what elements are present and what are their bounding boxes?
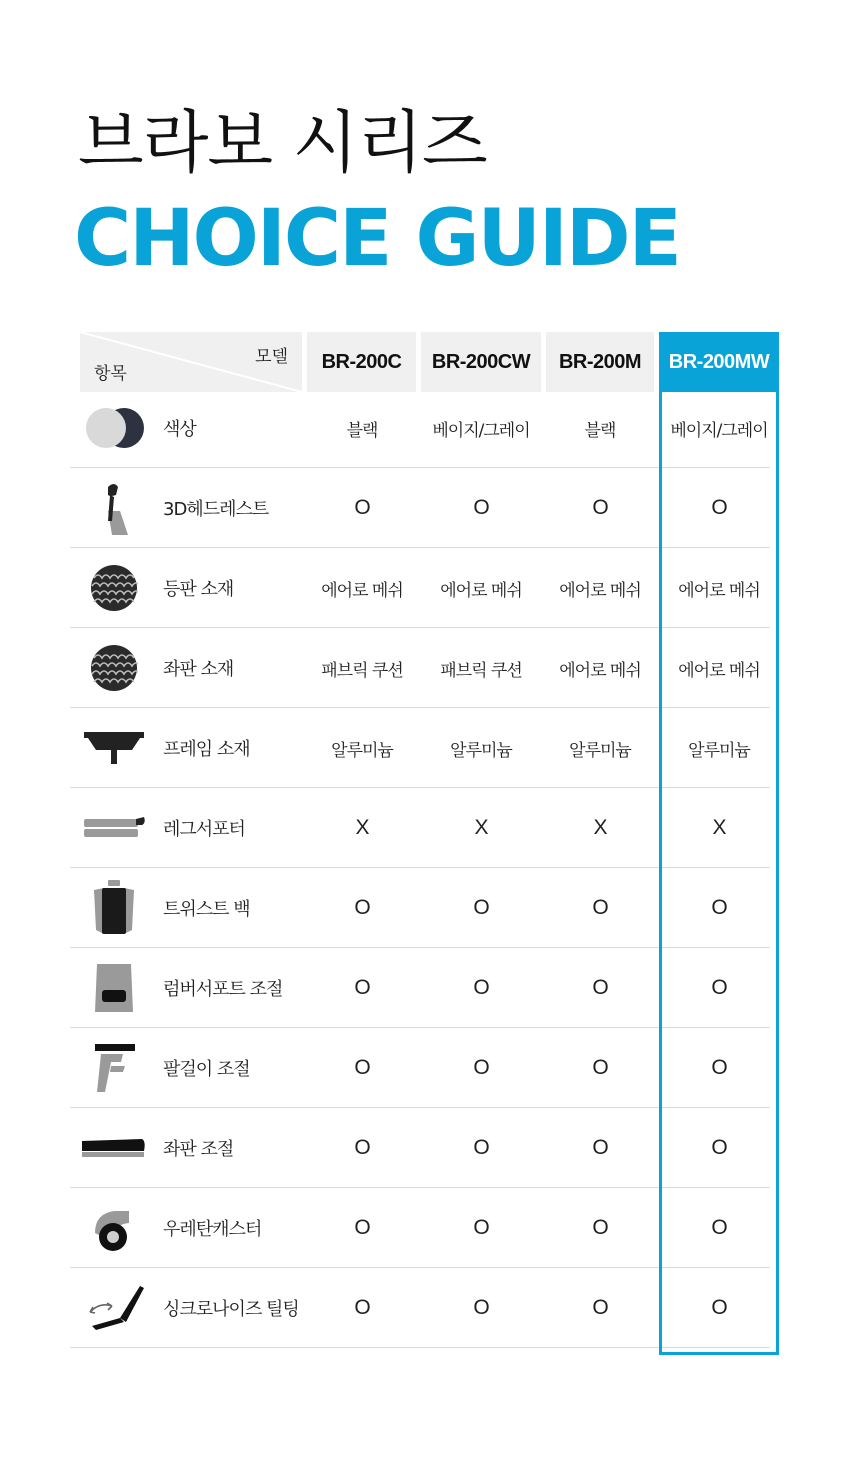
- table-row: [70, 1028, 770, 1108]
- mesh-texture-icon: [76, 642, 152, 694]
- cell-br-200m: 에어로 메쉬: [559, 660, 641, 681]
- cell-br-200m: 에어로 메쉬: [559, 580, 641, 601]
- cell-br-200mw: O: [711, 976, 727, 999]
- table-row: [70, 1108, 770, 1188]
- cell-br-200m: O: [592, 1216, 608, 1239]
- cell-br-200cw: 베이지/그레이: [432, 420, 530, 441]
- table-row: [70, 1188, 770, 1268]
- table-row: [70, 388, 770, 468]
- cell-br-200mw: 알루미늄: [688, 740, 750, 761]
- cell-br-200c: O: [354, 976, 370, 999]
- cell-br-200mw: X: [712, 816, 726, 839]
- cell-br-200c: O: [354, 496, 370, 519]
- row-label: 좌판 소재: [163, 659, 234, 680]
- item-label: 항목: [94, 364, 127, 384]
- color-swatch-icon: [76, 402, 152, 454]
- cell-br-200m: O: [592, 1056, 608, 1079]
- cell-br-200cw: O: [473, 976, 489, 999]
- cell-br-200cw: O: [473, 1216, 489, 1239]
- armrest-icon: [76, 1042, 152, 1094]
- cell-br-200c: 알루미늄: [331, 740, 393, 761]
- column-header-br-200c: BR-200C: [307, 332, 416, 392]
- table-row: [70, 708, 770, 788]
- table-row: [70, 628, 770, 708]
- twist-back-icon: [76, 882, 152, 934]
- table-corner-cell: [80, 332, 302, 392]
- cell-br-200m: O: [592, 496, 608, 519]
- cell-br-200cw: 패브릭 쿠션: [440, 660, 522, 681]
- table-header: [80, 332, 780, 392]
- row-label: 팔걸이 조절: [163, 1059, 250, 1080]
- cell-br-200m: 블랙: [584, 420, 616, 441]
- table-row: [70, 1268, 770, 1348]
- column-header-br-200mw: BR-200MW: [659, 332, 779, 392]
- lumbar-support-icon: [76, 962, 152, 1014]
- row-label: 색상: [163, 419, 196, 440]
- cell-br-200m: O: [592, 1296, 608, 1319]
- cell-br-200c: X: [355, 816, 369, 839]
- cell-br-200m: O: [592, 896, 608, 919]
- cell-br-200m: O: [592, 976, 608, 999]
- cell-br-200c: O: [354, 1136, 370, 1159]
- cell-br-200mw: O: [711, 896, 727, 919]
- seat-icon: [76, 1122, 152, 1174]
- row-label: 럼버서포트 조절: [163, 979, 283, 1000]
- table-row: [70, 868, 770, 948]
- leg-support-icon: [76, 802, 152, 854]
- model-label: 모델: [255, 347, 288, 367]
- column-header-br-200m: BR-200M: [546, 332, 654, 392]
- cell-br-200c: O: [354, 896, 370, 919]
- cell-br-200c: O: [354, 1056, 370, 1079]
- cell-br-200m: O: [592, 1136, 608, 1159]
- cell-br-200mw: O: [711, 496, 727, 519]
- tilting-icon: [76, 1282, 152, 1334]
- table-row: [70, 788, 770, 868]
- cell-br-200mw: 에어로 메쉬: [678, 580, 760, 601]
- row-label: 3D헤드레스트: [163, 499, 269, 520]
- cell-br-200c: 블랙: [346, 420, 378, 441]
- row-label: 등판 소재: [163, 579, 234, 600]
- cell-br-200cw: 에어로 메쉬: [440, 580, 522, 601]
- cell-br-200mw: 에어로 메쉬: [678, 660, 760, 681]
- column-header-br-200cw: BR-200CW: [421, 332, 541, 392]
- cell-br-200mw: 베이지/그레이: [670, 420, 768, 441]
- cell-br-200c: 패브릭 쿠션: [321, 660, 403, 681]
- cell-br-200c: O: [354, 1296, 370, 1319]
- headrest-icon: [76, 482, 152, 534]
- cell-br-200mw: O: [711, 1216, 727, 1239]
- row-label: 트위스트 백: [163, 899, 250, 920]
- cell-br-200mw: O: [711, 1296, 727, 1319]
- cell-br-200c: 에어로 메쉬: [321, 580, 403, 601]
- cell-br-200m: X: [593, 816, 607, 839]
- row-label: 싱크로나이즈 틸팅: [163, 1299, 299, 1320]
- row-label: 좌판 조절: [163, 1139, 234, 1160]
- cell-br-200cw: O: [473, 496, 489, 519]
- table-row: [70, 548, 770, 628]
- frame-icon: [76, 722, 152, 774]
- cell-br-200cw: O: [473, 1296, 489, 1319]
- cell-br-200c: O: [354, 1216, 370, 1239]
- cell-br-200cw: 알루미늄: [450, 740, 512, 761]
- cell-br-200mw: O: [711, 1056, 727, 1079]
- cell-br-200cw: O: [473, 1056, 489, 1079]
- cell-br-200m: 알루미늄: [569, 740, 631, 761]
- mesh-texture-icon: [76, 562, 152, 614]
- page-title-korean: 브라보 시리즈: [78, 104, 487, 183]
- cell-br-200cw: X: [474, 816, 488, 839]
- cell-br-200cw: O: [473, 1136, 489, 1159]
- page-title-english: CHOICE GUIDE: [74, 194, 680, 284]
- row-label: 우레탄캐스터: [163, 1219, 262, 1240]
- caster-icon: [76, 1202, 152, 1254]
- row-label: 프레임 소재: [163, 739, 250, 760]
- row-label: 레그서포터: [163, 819, 245, 840]
- table-row: [70, 948, 770, 1028]
- table-row: [70, 468, 770, 548]
- cell-br-200cw: O: [473, 896, 489, 919]
- cell-br-200mw: O: [711, 1136, 727, 1159]
